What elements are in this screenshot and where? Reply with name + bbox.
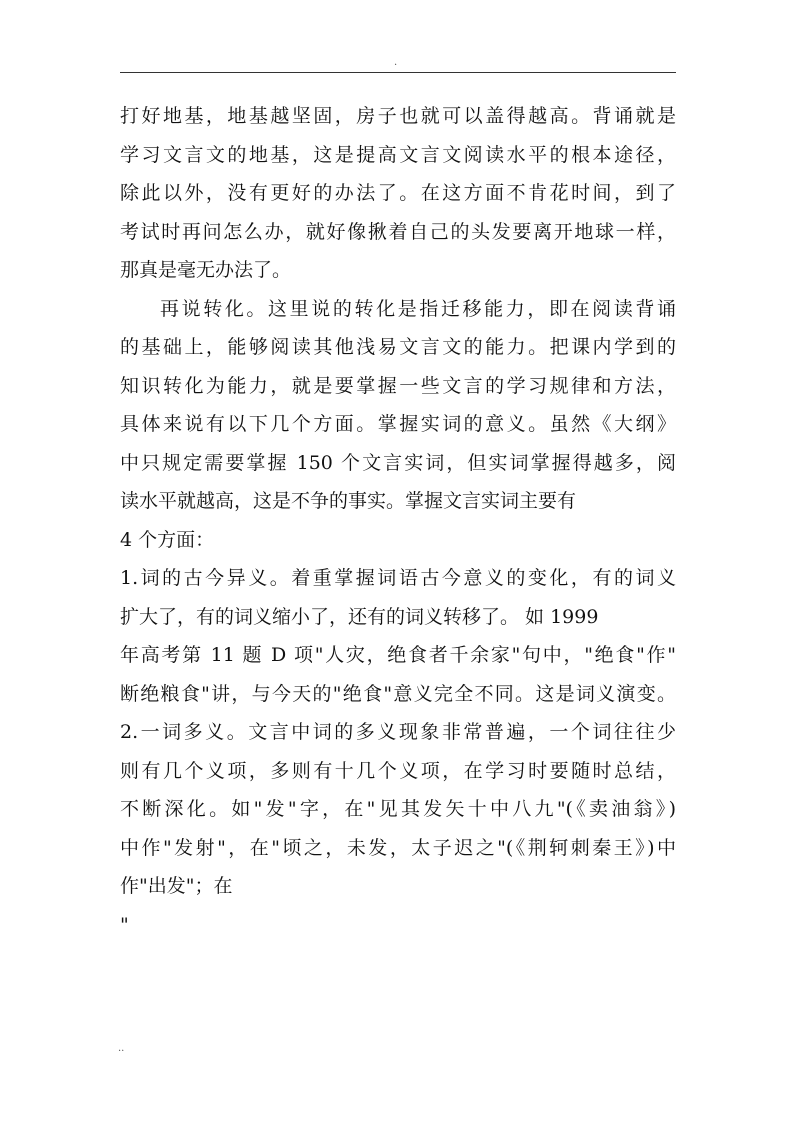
text-line: 读水平就越高，这是不争的事实。掌握文言实词主要有	[120, 490, 577, 512]
text-line: 扩大了，有的词义缩小了，还有的词义转移了。 如 1999	[120, 605, 599, 628]
text-line: 中只规定需要掌握 150 个文言实词，但实词掌握得越多，阅	[120, 451, 676, 474]
text-line: 学习文言文的地基，这是提高文言文阅读水平的根本途径，	[120, 143, 676, 166]
text-line: "	[120, 913, 129, 936]
text-line: 断绝粮食"讲，与今天的"绝食"意义完全不同。这是词义演变。	[120, 682, 676, 705]
text-line: 考试时再问怎么办，就好像揪着自己的头发要离开地球一样，	[120, 220, 676, 243]
text-line: 知识转化为能力，就是要掌握一些文言的学习规律和方法，	[120, 374, 676, 397]
text-line: 那真是毫无办法了。	[120, 259, 292, 281]
text-line: 打好地基，地基越坚固，房子也就可以盖得越高。背诵就是	[120, 105, 676, 127]
text-line: 中作"发射"，在"顷之，未发，太子迟之"(《荆轲刺秦王》)中	[120, 836, 676, 859]
text-line: 2.一词多义。文言中词的多义现象非常普遍，一个词往往少	[120, 721, 676, 743]
text-line: 再说转化。这里说的转化是指迁移能力，即在阅读背诵	[160, 297, 676, 320]
footer-mark: ..	[118, 1043, 125, 1054]
text-line: 不断深化。如"发"字，在"见其发矢十中八九"(《卖油翁》)	[120, 798, 676, 820]
header-rule	[120, 72, 676, 73]
text-line: 具体来说有以下几个方面。掌握实词的意义。虽然《大纲》	[120, 413, 676, 435]
text-line: 年高考第 11 题 D 项"人灾，绝食者千余家"句中，"绝食"作"	[120, 644, 676, 666]
text-line: 除此以外，没有更好的办法了。在这方面不肯花时间，到了	[120, 182, 676, 204]
header-mark: .	[394, 57, 398, 68]
document-body	[120, 97, 676, 944]
text-line: 则有几个义项，多则有十几个义项，在学习时要随时总结，	[120, 759, 676, 782]
text-line: 4 个方面：	[120, 528, 215, 551]
text-line: 1.词的古今异义。着重掌握词语古今意义的变化，有的词义	[120, 567, 676, 589]
text-line: 作"出发"；在	[120, 875, 233, 897]
text-line: 的基础上，能够阅读其他浅易文言文的能力。把课内学到的	[120, 336, 676, 358]
